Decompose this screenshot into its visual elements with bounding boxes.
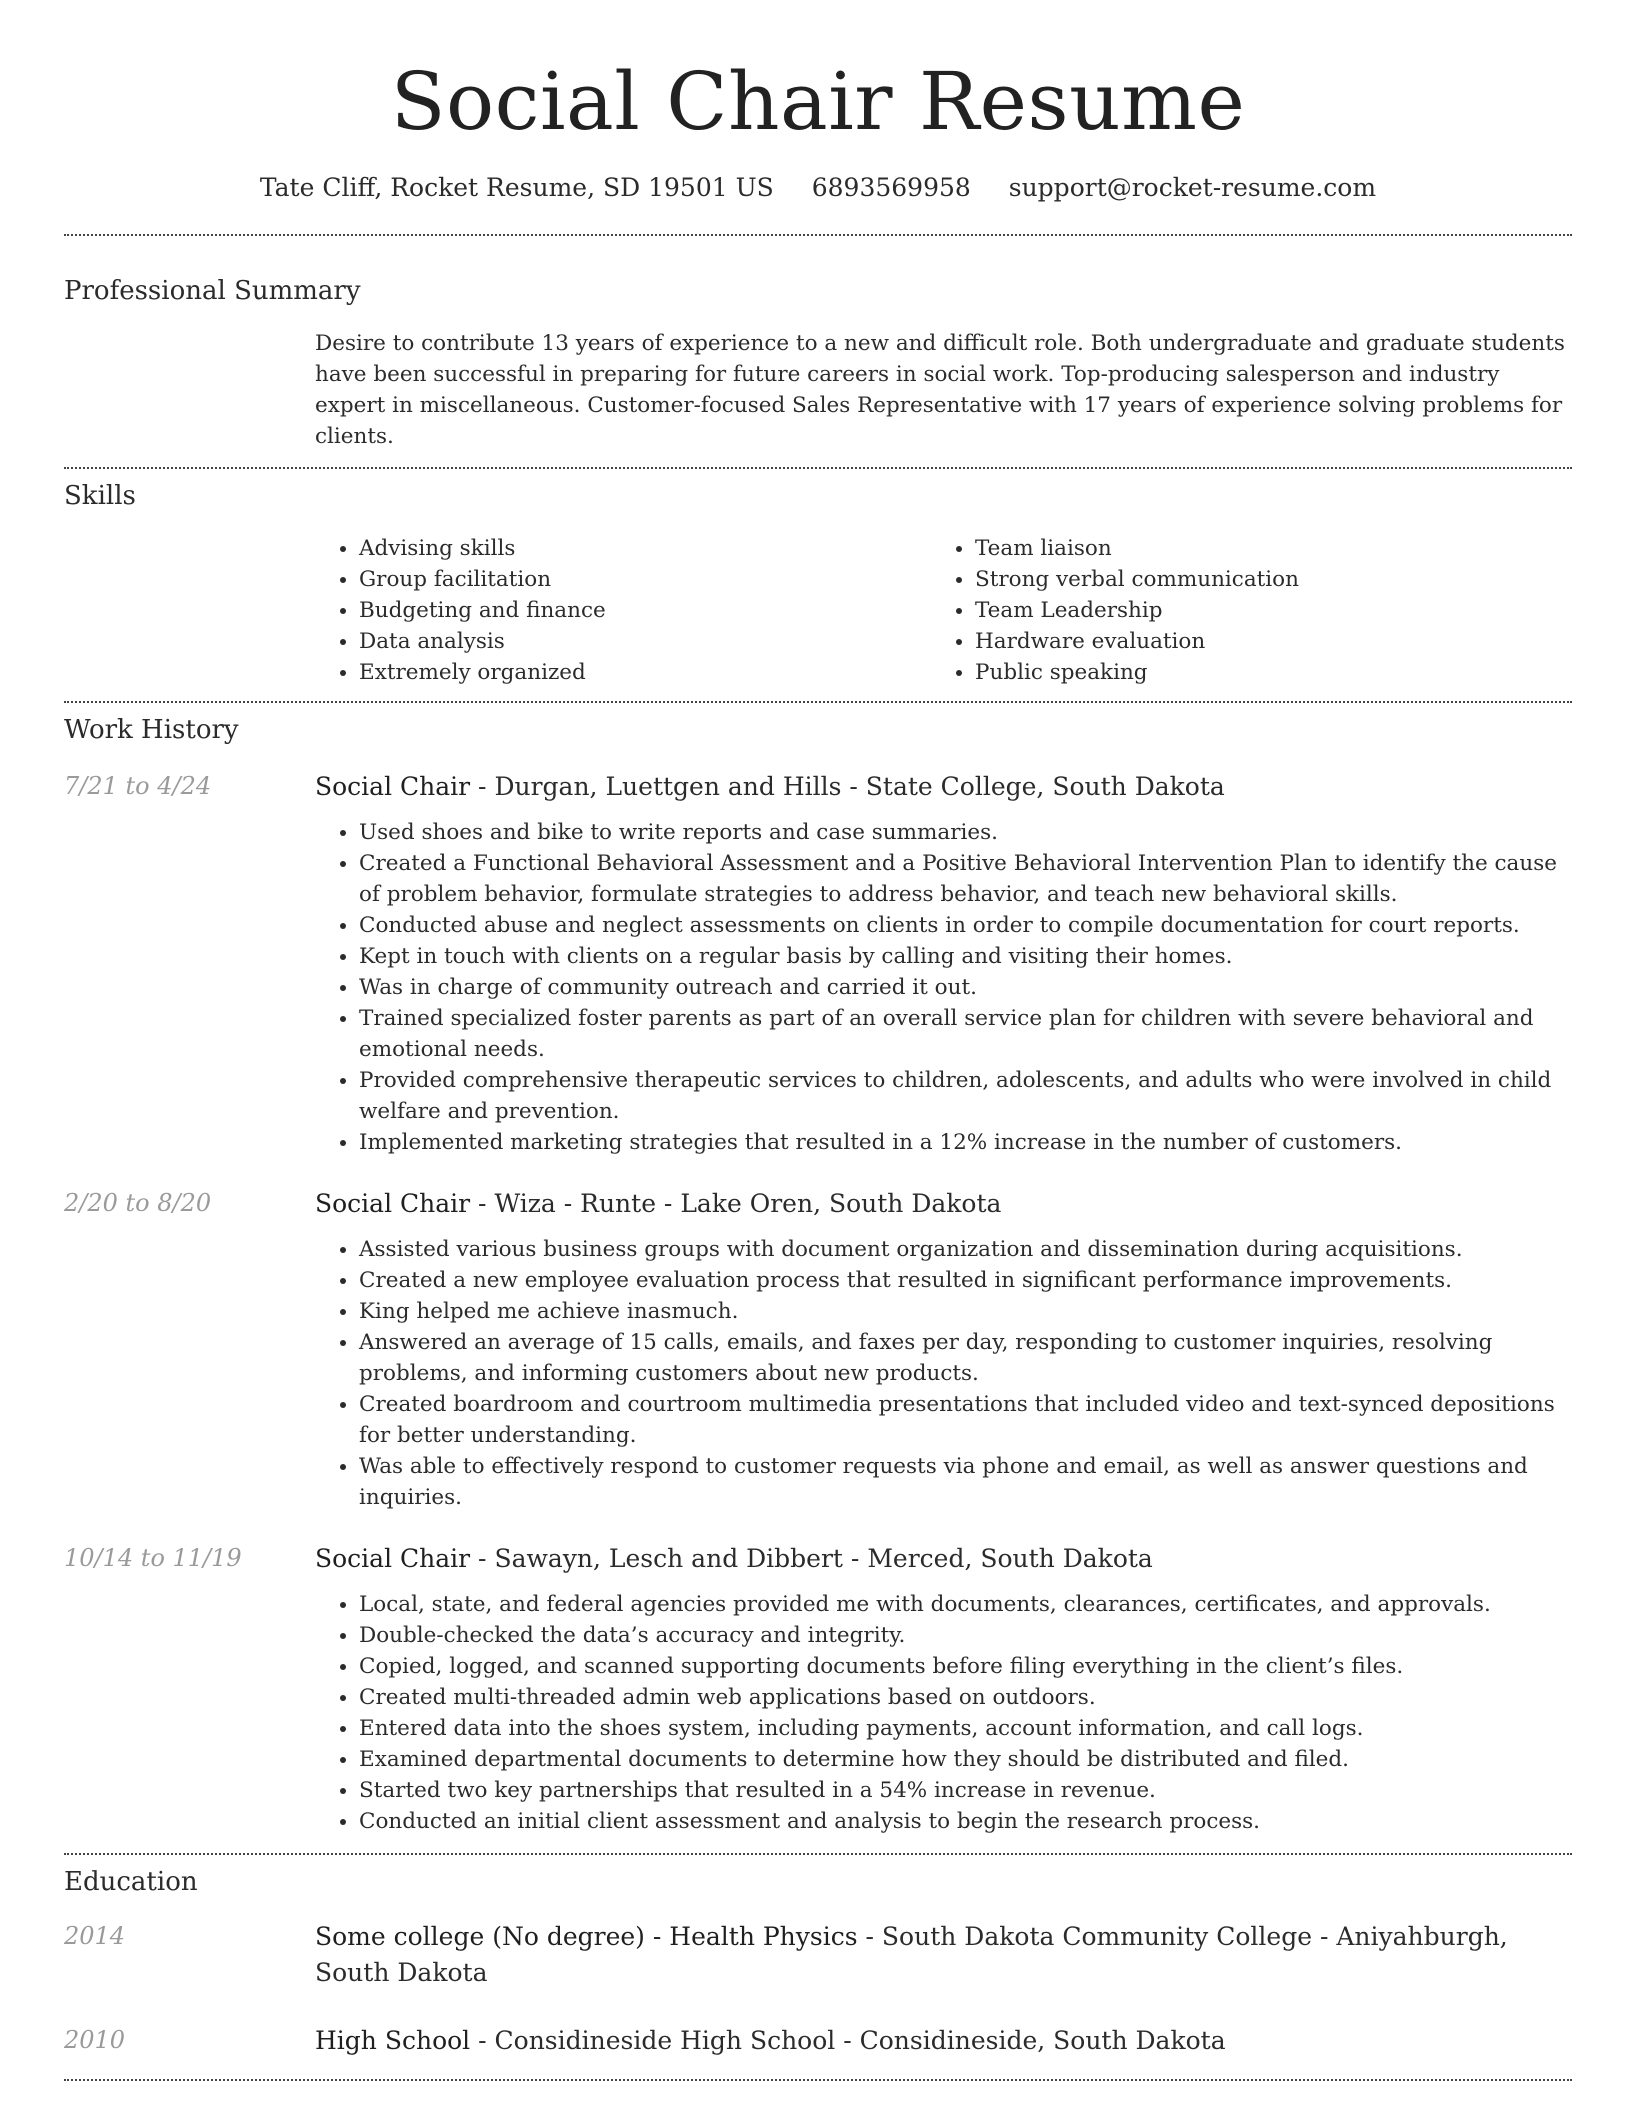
list-item: • Assisted various business groups with document organization and dissemination during acquisitions. xyxy=(359,1234,1572,1265)
education-school: South Dakota Community College - Aniyahburgh, South Dakota xyxy=(315,1922,1508,1987)
skills-section xyxy=(64,479,1572,688)
list-item: • Conducted abuse and neglect assessments on clients in order to compile documentation for court reports. xyxy=(359,910,1572,941)
education-entry xyxy=(64,2023,1572,2059)
summary-heading: Professional Summary xyxy=(64,276,361,306)
job-role: Social Chair xyxy=(315,772,471,801)
list-item: • Was able to effectively respond to customer requests via phone and email, as well as answer questions and inquiries. xyxy=(359,1451,1572,1513)
list-item: • Copied, logged, and scanned supporting documents before filing everything in the client’s files. xyxy=(359,1651,1572,1682)
summary-section xyxy=(64,274,1572,452)
job-bullets xyxy=(315,1589,1572,1837)
list-item: • Created a Functional Behavioral Assessment and a Positive Behavioral Intervention Plan to identify the cause of problem behavior, formulate strategies to address behavior, and teach new behavioral skills. xyxy=(359,848,1572,910)
skill-item: • Team liaison xyxy=(975,533,1547,564)
contact-line xyxy=(64,172,1572,204)
job-dates: 7/21 to 4/24 xyxy=(64,772,212,800)
list-item: • Trained specialized foster parents as part of an overall service plan for children with severe behavioral and emotional needs. xyxy=(359,1003,1572,1065)
education-year: 2014 xyxy=(64,1922,126,1950)
skills-column-left xyxy=(315,533,931,688)
resume-page xyxy=(64,0,1572,2081)
divider xyxy=(64,701,1572,703)
list-item: • Kept in touch with clients on a regular basis by calling and visiting their homes. xyxy=(359,941,1572,972)
skills-column-right xyxy=(931,533,1547,688)
list-item: • Entered data into the shoes system, including payments, account information, and call logs. xyxy=(359,1713,1572,1744)
job-company: Sawayn, Lesch and Dibbert - Merced, South Dakota xyxy=(494,1544,1153,1573)
skill-item: • Hardware evaluation xyxy=(975,626,1547,657)
summary-text: Desire to contribute 13 years of experience to a new and difficult role. Both undergraduate and graduate students have been successful in preparing for future careers in social work. Top-producing salesperson and industry expert in miscellaneous. Customer-focused Sales Representative with 17 years of experience solving problems for clients. xyxy=(315,331,1565,449)
contact-email: support@rocket-resume.com xyxy=(1008,173,1377,202)
skill-item: • Extremely organized xyxy=(359,657,931,688)
list-item: • Examined departmental documents to determine how they should be distributed and filed. xyxy=(359,1744,1572,1775)
job-role: Social Chair xyxy=(315,1544,471,1573)
education-degree: Some college (No degree) - Health Physics xyxy=(315,1922,858,1951)
education-section xyxy=(64,1865,1572,2059)
education-year: 2010 xyxy=(64,2026,126,2054)
job-bullets xyxy=(315,1234,1572,1513)
job-title: Social Chair - Wiza - Runte - Lake Oren, South Dakota xyxy=(315,1189,1002,1218)
education-school: Considineside High School - Considineside, South Dakota xyxy=(494,2026,1226,2055)
list-item: • King helped me achieve inasmuch. xyxy=(359,1296,1572,1327)
contact-phone: 6893569958 xyxy=(811,173,971,202)
list-item: • Created boardroom and courtroom multimedia presentations that included video and text-synced depositions for better understanding. xyxy=(359,1389,1572,1451)
work-section xyxy=(64,713,1572,1837)
job-entry xyxy=(64,1186,1572,1513)
list-item: • Started two key partnerships that resulted in a 54% increase in revenue. xyxy=(359,1775,1572,1806)
skill-item: • Advising skills xyxy=(359,533,931,564)
job-company: Wiza - Runte - Lake Oren, South Dakota xyxy=(494,1189,1002,1218)
education-entry xyxy=(64,1919,1572,1991)
education-title: Some college (No degree) - Health Physics - South Dakota Community College - Aniyahburgh, South Dakota xyxy=(315,1922,1508,1987)
contact-address: Tate Cliff, Rocket Resume, SD 19501 US xyxy=(259,173,774,202)
job-title: Social Chair - Durgan, Luettgen and Hills - State College, South Dakota xyxy=(315,772,1225,801)
skill-item: • Team Leadership xyxy=(975,595,1547,626)
education-heading: Education xyxy=(64,1867,198,1897)
list-item: • Was in charge of community outreach and carried it out. xyxy=(359,972,1572,1003)
list-item: • Local, state, and federal agencies provided me with documents, clearances, certificates, and approvals. xyxy=(359,1589,1572,1620)
skills-list xyxy=(315,533,1572,688)
job-dates: 10/14 to 11/19 xyxy=(64,1544,242,1572)
skills-heading: Skills xyxy=(64,481,136,511)
education-title: High School - Considineside High School - Considineside, South Dakota xyxy=(315,2026,1226,2055)
list-item: • Answered an average of 15 calls, emails, and faxes per day, responding to customer inquiries, resolving problems, and informing customers about new products. xyxy=(359,1327,1572,1389)
job-dates: 2/20 to 8/20 xyxy=(64,1189,212,1217)
work-heading: Work History xyxy=(64,715,239,745)
skill-item: • Data analysis xyxy=(359,626,931,657)
divider xyxy=(64,2079,1572,2081)
list-item: • Created multi-threaded admin web applications based on outdoors. xyxy=(359,1682,1572,1713)
list-item: • Provided comprehensive therapeutic services to children, adolescents, and adults who were involved in child welfare and prevention. xyxy=(359,1065,1572,1127)
list-item: • Implemented marketing strategies that resulted in a 12% increase in the number of customers. xyxy=(359,1127,1572,1158)
education-degree: High School xyxy=(315,2026,471,2055)
divider xyxy=(64,467,1572,469)
list-item: • Used shoes and bike to write reports and case summaries. xyxy=(359,817,1572,848)
job-entry xyxy=(64,1541,1572,1837)
skill-item: • Strong verbal communication xyxy=(975,564,1547,595)
job-entry xyxy=(64,769,1572,1158)
divider xyxy=(64,234,1572,236)
job-role: Social Chair xyxy=(315,1189,471,1218)
skill-item: • Public speaking xyxy=(975,657,1547,688)
list-item: • Created a new employee evaluation process that resulted in significant performance improvements. xyxy=(359,1265,1572,1296)
job-bullets xyxy=(315,817,1572,1158)
job-title: Social Chair - Sawayn, Lesch and Dibbert - Merced, South Dakota xyxy=(315,1544,1153,1573)
list-item: • Double-checked the data’s accuracy and integrity. xyxy=(359,1620,1572,1651)
skill-item: • Group facilitation xyxy=(359,564,931,595)
skill-item: • Budgeting and finance xyxy=(359,595,931,626)
list-item: • Conducted an initial client assessment and analysis to begin the research process. xyxy=(359,1806,1572,1837)
page-title: Social Chair Resume xyxy=(390,55,1246,148)
job-company: Durgan, Luettgen and Hills - State College, South Dakota xyxy=(494,772,1225,801)
divider xyxy=(64,1853,1572,1855)
